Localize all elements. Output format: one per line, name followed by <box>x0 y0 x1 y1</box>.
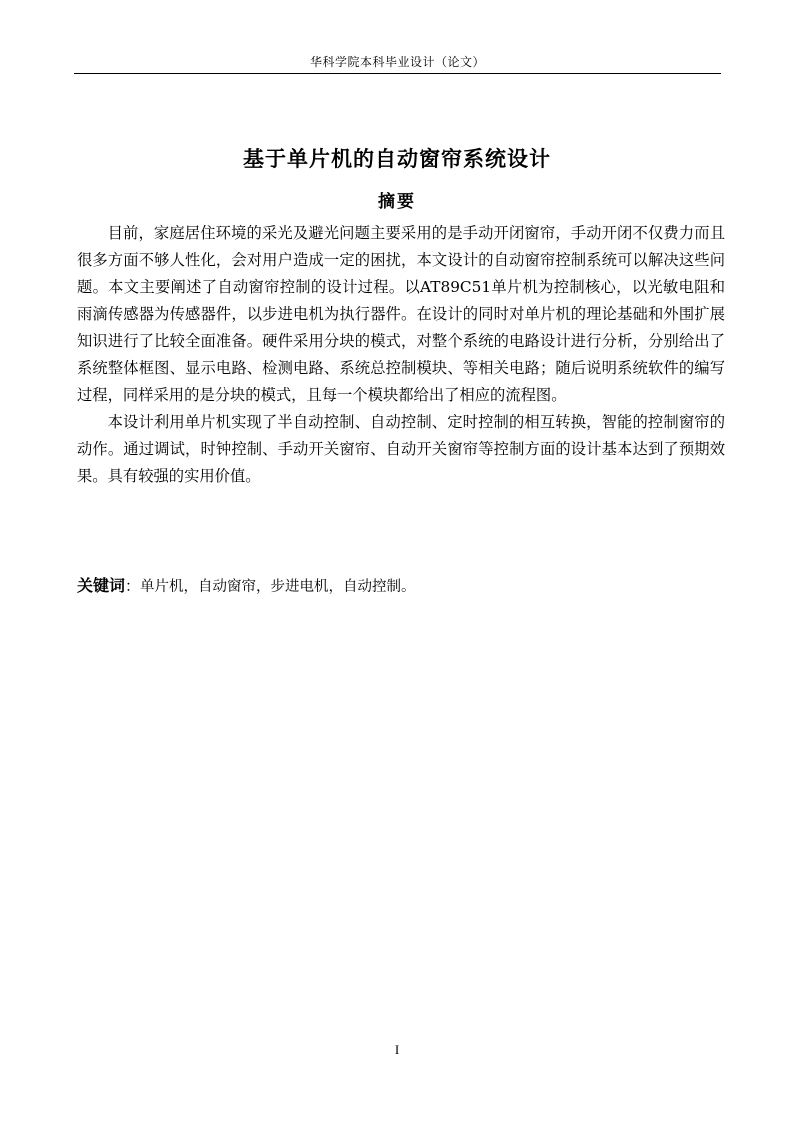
abstract-paragraph: 本设计利用单片机实现了半自动控制、自动控制、定时控制的相互转换，智能的控制窗帘的动作。通过调试，时钟控制、手动开关窗帘、自动开关窗帘等控制方面的设计基本达到了预期效果。具有较强的实用价值。 <box>77 413 725 485</box>
header-rule <box>74 73 721 74</box>
abstract-heading: 摘要 <box>378 192 416 212</box>
abstract-body <box>77 220 725 490</box>
keywords-value: 单片机，自动窗帘，步进电机，自动控制。 <box>140 579 416 595</box>
keywords-separator: ： <box>125 577 141 595</box>
keywords-label: 关键词 <box>77 576 126 595</box>
abstract-paragraph: 目前，家庭居住环境的采光及避光问题主要采用的是手动开闭窗帘，手动开闭不仅费力而且很多方面不够人性化，会对用户造成一定的困扰，本文设计的自动窗帘控制系统可以解决这些问题。本文主要阐述了自动窗帘控制的设计过程。以AT89C51单片机为控制核心，以光敏电阻和雨滴传感器为传感器件，以步进电机为执行器件。在设计的同时对单片机的理论基础和外围扩展知识进行了比较全面准备。硬件采用分块的模式，对整个系统的电路设计进行分析，分别给出了系统整体框图、显示电路、检测电路、系统总控制模块、等相关电路；随后说明系统软件的编写过程，同样采用的是分块的模式，且每一个模块都给出了相应的流程图。 <box>77 224 725 404</box>
document-title: 基于单片机的自动窗帘系统设计 <box>243 147 551 171</box>
running-header: 华科学院本科毕业设计（论文） <box>309 55 485 69</box>
keywords-line <box>77 572 725 601</box>
page-number: I <box>394 1042 400 1057</box>
